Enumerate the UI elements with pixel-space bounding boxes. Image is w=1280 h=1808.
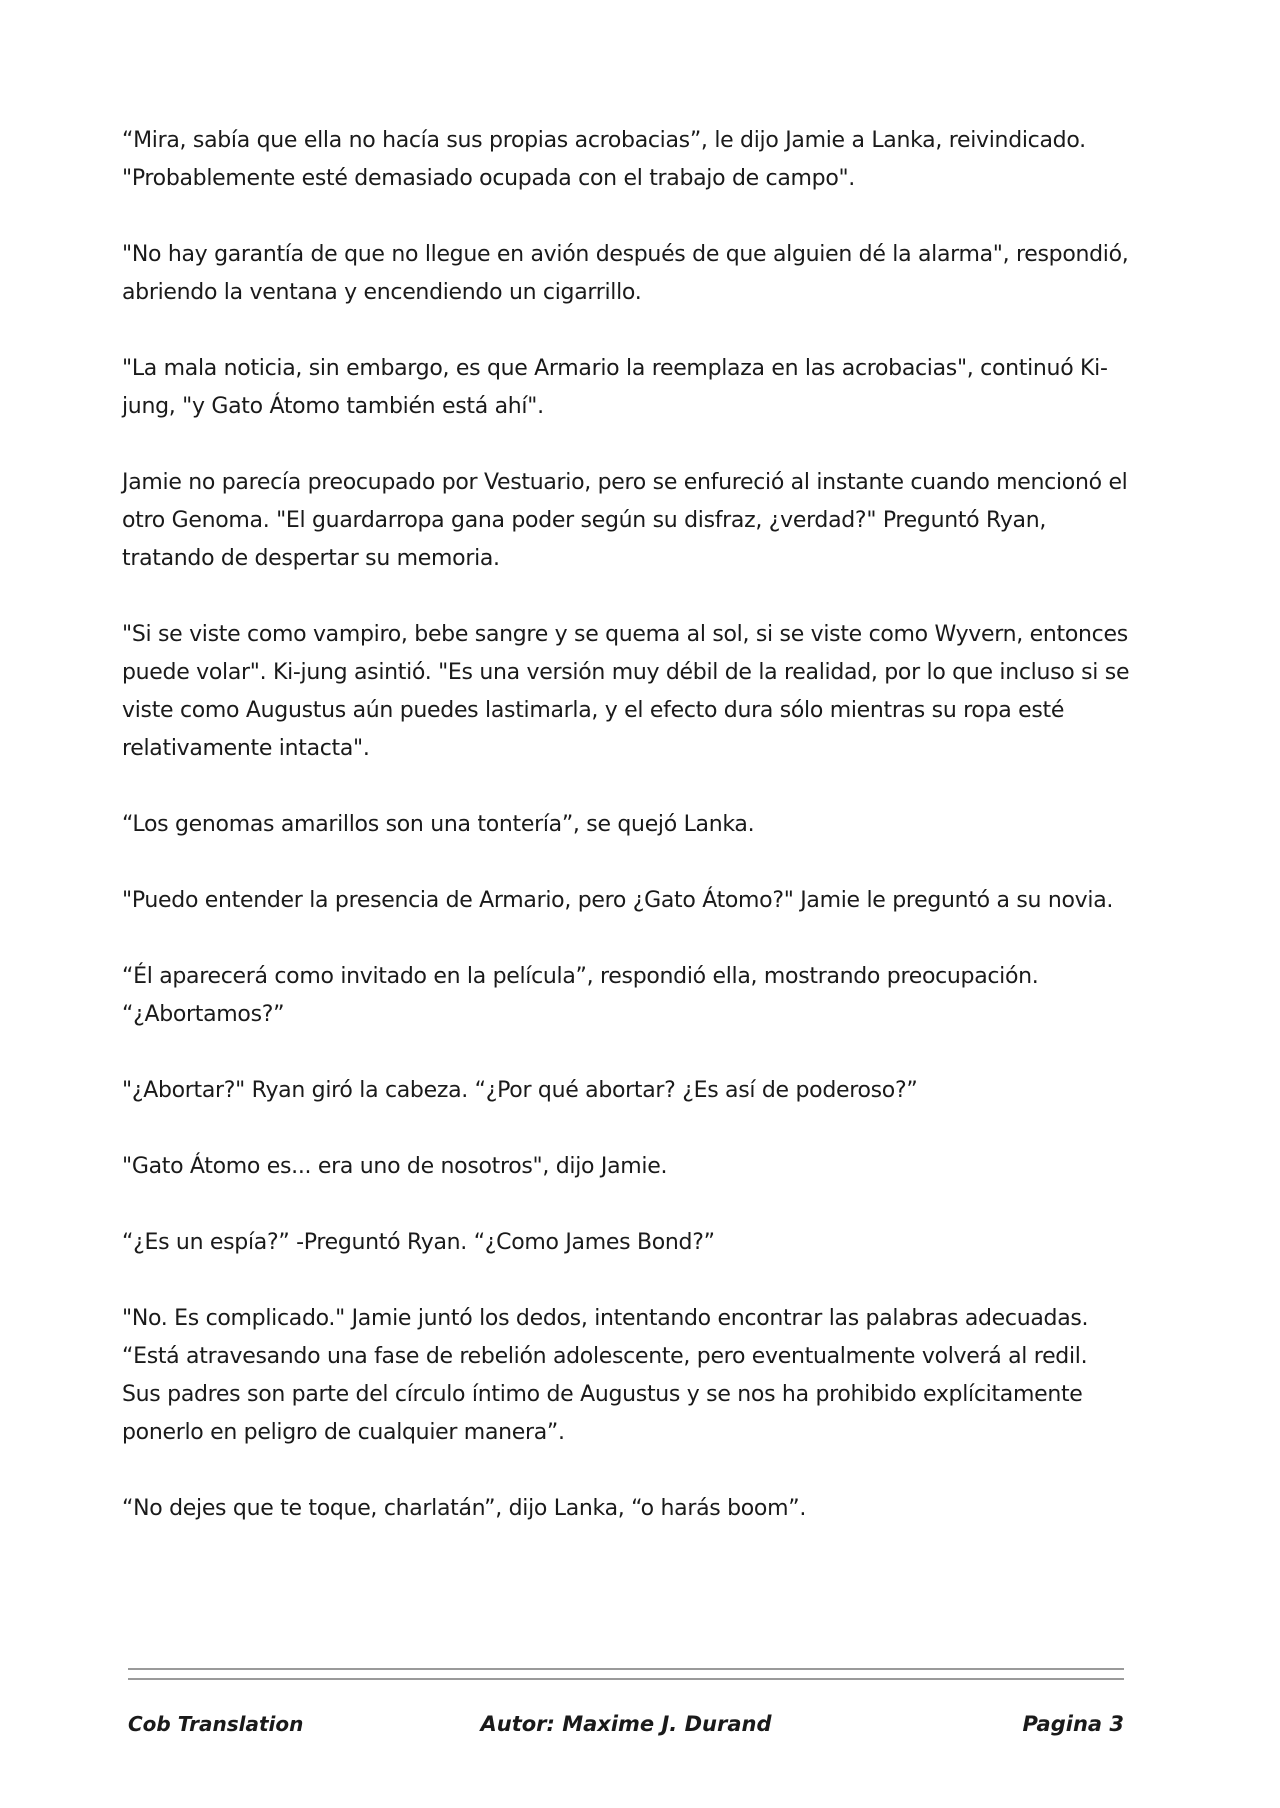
- paragraph-13: “No dejes que te toque, charlatán”, dijo Lanka, “o harás boom”.: [122, 1496, 807, 1521]
- footer-publisher: Cob Translation: [128, 1712, 304, 1736]
- paragraph-6: “Los genomas amarillos son una tontería”, se quejó Lanka.: [122, 812, 755, 837]
- footer-divider: [128, 1668, 1124, 1688]
- paragraph-4: Jamie no parecía preocupado por Vestuario, pero se enfureció al instante cuando mencionó el otro Genoma. "El guardarropa gana poder según su disfraz, ¿verdad?" Preguntó Ryan, tratando de despertar su memoria.: [122, 470, 1128, 571]
- paragraph-12: "No. Es complicado." Jamie juntó los dedos, intentando encontrar las palabras adecuadas. “Está atravesando una fase de rebelión adolescente, pero eventualmente volverá al redil. Sus padres son parte del círculo íntimo de Augustus y se nos ha prohibido explícitamente ponerlo en peligro de cualquier manera”.: [122, 1306, 1089, 1445]
- footer-rule-top: [128, 1668, 1124, 1670]
- paragraph-10: "Gato Átomo es... era uno de nosotros", dijo Jamie.: [122, 1154, 668, 1179]
- paragraph-9: "¿Abortar?" Ryan giró la cabeza. “¿Por qué abortar? ¿Es así de poderoso?”: [122, 1078, 918, 1103]
- footer-author: Autor: Maxime J. Durand: [480, 1712, 772, 1736]
- paragraph-5: "Si se viste como vampiro, bebe sangre y se quema al sol, si se viste como Wyvern, entonces puede volar". Ki-jung asintió. "Es una versión muy débil de la realidad, por lo que incluso si se viste como Augustus aún puedes lastimarla, y el efecto dura sólo mientras su ropa esté relativamente intacta".: [122, 622, 1130, 761]
- paragraph-11: “¿Es un espía?” -Preguntó Ryan. “¿Como James Bond?”: [122, 1230, 715, 1255]
- paragraph-3: "La mala noticia, sin embargo, es que Armario la reemplaza en las acrobacias", continuó Ki-jung, "y Gato Átomo también está ahí".: [122, 356, 1108, 419]
- body-text: [122, 122, 1132, 1566]
- paragraph-2: "No hay garantía de que no llegue en avión después de que alguien dé la alarma", respondió, abriendo la ventana y encendiendo un cigarrillo.: [122, 242, 1129, 305]
- paragraph-8: “Él aparecerá como invitado en la película”, respondió ella, mostrando preocupación. “¿Abortamos?”: [122, 964, 1039, 1027]
- paragraph-1: “Mira, sabía que ella no hacía sus propias acrobacias”, le dijo Jamie a Lanka, reivindicado. "Probablemente esté demasiado ocupada con el trabajo de campo".: [122, 128, 1086, 191]
- footer-page-number: Pagina 3: [1022, 1712, 1124, 1736]
- footer-rule-bottom: [128, 1678, 1124, 1680]
- paragraph-7: "Puedo entender la presencia de Armario, pero ¿Gato Átomo?" Jamie le preguntó a su novia.: [122, 888, 1114, 913]
- page-footer: [128, 1712, 1124, 1744]
